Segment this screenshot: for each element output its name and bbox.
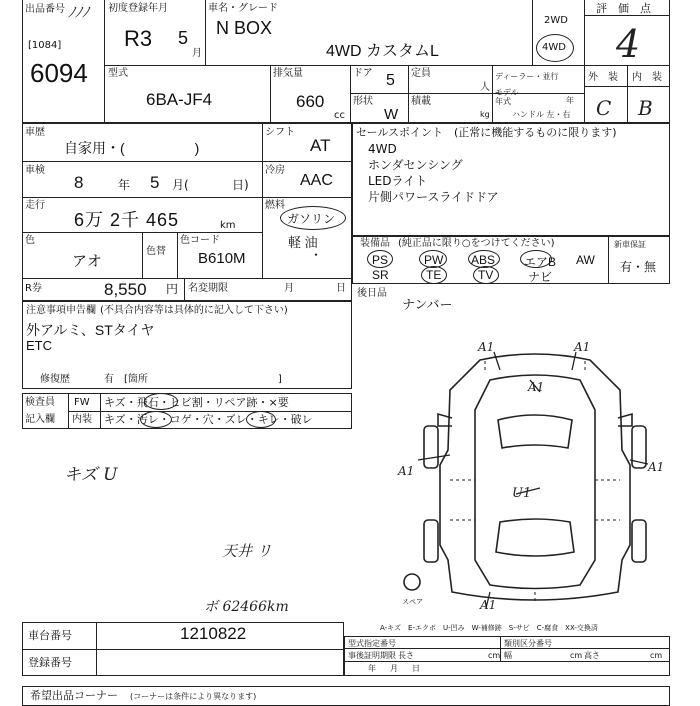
odometer-note: ボ 62466km: [204, 599, 289, 615]
after-label: 後日品: [357, 288, 387, 299]
load-label: 積載: [411, 96, 431, 107]
divider: [344, 661, 670, 662]
date-day: 日: [412, 664, 420, 673]
seats-label: 定員: [411, 68, 431, 79]
car-name: N BOX: [216, 18, 273, 38]
cc-label: 排気量: [273, 68, 303, 79]
color-change-label: 色替: [146, 246, 166, 257]
selling-item: LEDライト: [368, 174, 428, 188]
desired-note: (コーナーは条件により異なります): [130, 692, 257, 701]
mileage-label: 走行: [25, 200, 45, 211]
circle-te: [421, 266, 447, 284]
date-month: 月: [390, 664, 398, 673]
circle-ps: [367, 250, 393, 268]
cm-unit: cm: [488, 651, 501, 660]
after-value: ナンバー: [402, 297, 453, 312]
yen-unit: 円: [166, 282, 179, 296]
category-number-label: 類別区分番号: [504, 639, 552, 648]
drive-4wd: 4WD: [542, 42, 566, 53]
reg-era: R3: [124, 26, 153, 51]
reg-month-unit: 月: [192, 48, 202, 59]
meigi-label: 名変期限: [188, 283, 228, 294]
divider: [68, 411, 352, 412]
recycle-value: 8,550: [104, 280, 147, 299]
fw-items: キズ・飛石・ヒビ割・リペア跡・×要: [104, 396, 289, 409]
equip-te: TE: [426, 268, 442, 282]
color-code-label: 色コード: [180, 235, 220, 246]
fuel-label: 燃料: [265, 200, 285, 211]
divider: [22, 278, 352, 279]
divider: [96, 622, 97, 676]
rebuild-label: 事後証明期限: [348, 651, 396, 660]
selling-item: 4WD: [368, 142, 397, 156]
divider: [532, 0, 533, 65]
meigi-month: 月: [284, 283, 294, 294]
damage-mark: A1: [574, 340, 591, 354]
reg-number-label: 登録番号: [28, 656, 72, 669]
mileage-value: 6万 2千 465: [74, 210, 180, 230]
hand-note: キズ U: [64, 465, 118, 485]
notes-note: (不具合内容等は具体的に記入して下さい): [100, 305, 288, 316]
lot-label: 出品番号: [25, 4, 65, 15]
ac-value: AAC: [300, 172, 333, 189]
shape-value: W: [384, 106, 399, 123]
desired-label: 希望出品コーナー: [30, 689, 118, 702]
interior-row-label: 内装: [72, 414, 92, 425]
equip-aw: AW: [576, 253, 595, 267]
cm-unit: cm: [570, 651, 583, 660]
inspector-label: 検査員: [25, 397, 55, 408]
notes-line: 外アルミ、STタイヤ: [26, 322, 155, 338]
inspection-month: 5: [150, 173, 160, 192]
reg-label: 初度登録年月: [108, 3, 168, 14]
cc-unit: cc: [334, 110, 345, 121]
divider: [104, 65, 670, 66]
divider: [408, 65, 409, 123]
fuel-dot: ・: [310, 248, 323, 262]
usage-value: 自家用・( ): [64, 140, 200, 156]
divider: [142, 232, 143, 278]
height-label: 高さ: [584, 651, 600, 660]
equip-abs: ABS: [471, 253, 496, 267]
date-year: 年: [368, 664, 376, 673]
desired-frame: [22, 686, 670, 706]
divider: [270, 65, 271, 123]
circle-airbag: [520, 250, 552, 268]
selling-item: 片側パワースライドドア: [368, 190, 499, 204]
model-label: 型式: [108, 68, 128, 79]
year-unit: 年: [118, 178, 131, 192]
circle-tv: [473, 266, 499, 284]
circle-shift: [246, 411, 276, 428]
divider: [584, 15, 670, 16]
hand-note: 天井 リ: [222, 542, 272, 560]
fw-label: FW: [74, 397, 90, 408]
car-diagram: [390, 330, 680, 620]
interior-grade: B: [638, 96, 653, 120]
model-year-label: モデル年式: [495, 88, 519, 106]
shape-label: 形状: [353, 96, 373, 107]
divider: [627, 65, 628, 123]
tax-value: 有・無: [620, 260, 657, 274]
damage-mark: A1: [398, 464, 415, 478]
exterior-grade: C: [596, 96, 612, 120]
inspection-year: 8: [74, 173, 84, 192]
month-unit: 月(: [172, 178, 189, 192]
selling-note: (正常に機能するものに限ります): [454, 126, 617, 139]
divider: [68, 393, 69, 429]
day-unit: 日): [232, 178, 249, 192]
divider: [350, 65, 351, 123]
doors-label: ドア: [353, 68, 373, 79]
notes-line: ETC: [26, 338, 52, 353]
model-code: 6BA-JF4: [146, 90, 213, 109]
inspector-label2: 記入欄: [25, 414, 55, 425]
drive-2wd: 2WD: [544, 15, 568, 26]
fuel-circled: ガソリン: [287, 212, 336, 226]
divider: [22, 649, 344, 650]
divider: [22, 161, 352, 162]
tax-label: 新車保証: [614, 240, 646, 249]
shift-label: シフト: [265, 127, 295, 138]
shift-value: AT: [310, 136, 331, 155]
color-code-value: B610M: [198, 250, 246, 267]
repair-label: 修復歴: [40, 374, 70, 385]
length-label: 長さ: [398, 651, 414, 660]
divider: [492, 65, 493, 123]
chassis-label: 車台番号: [28, 629, 72, 642]
lot-box: [1084]: [28, 40, 62, 51]
damage-mark: A1: [480, 598, 497, 612]
color-label: 色: [25, 235, 35, 246]
lot-number: 6094: [30, 58, 88, 88]
divider: [22, 197, 352, 198]
fuel-other: 軽 油: [288, 235, 318, 250]
reg-month: 5: [178, 28, 189, 48]
selling-label: セールスポイント: [356, 126, 444, 139]
recycle-label: R券: [25, 283, 42, 294]
divider: [104, 0, 105, 123]
circle-stone: [144, 393, 178, 410]
damage-mark: A1: [648, 460, 665, 474]
doors-value: 5: [386, 72, 395, 89]
load-unit: kg: [480, 110, 490, 119]
selling-item: ホンダセンシング: [368, 158, 463, 172]
km-unit: km: [220, 220, 236, 231]
dealer-label: ディーラー・並行: [495, 72, 559, 81]
repair-value: 有: [104, 374, 114, 385]
cc-value: 660: [296, 92, 325, 111]
type-designation-label: 型式指定番号: [348, 639, 396, 648]
divider: [344, 648, 670, 649]
ac-label: 冷房: [265, 165, 285, 176]
interior-label: 内 装: [632, 72, 662, 83]
equip-pw: PW: [424, 253, 444, 267]
width-label: 幅: [504, 651, 512, 660]
chassis-value: 1210822: [180, 624, 247, 643]
seats-unit: 人: [480, 82, 490, 93]
inspection-label: 車検: [25, 165, 45, 176]
divider: [100, 393, 101, 429]
equip-sr: SR: [372, 268, 389, 282]
equip-tv: TV: [478, 268, 494, 282]
damage-legend: A-キズ E-エクボ U-凹み W-補修跡 S-サビ C-腐食 XX-交換済: [380, 624, 598, 632]
exterior-label: 外 装: [588, 72, 618, 83]
divider: [184, 278, 185, 301]
equipment-label: 装備品: [360, 238, 390, 249]
handle-label: ハンドル 左・右: [512, 110, 571, 119]
color-value: アオ: [72, 253, 102, 270]
repair-bracket: [箇所 ]: [124, 374, 282, 385]
damage-mark: U1: [512, 486, 532, 501]
usage-label: 車歴: [25, 127, 45, 138]
interior-items: キズ・汚レ・コゲ・穴・ズレ・キレ・破レ: [104, 413, 313, 426]
cm-unit: cm: [650, 651, 663, 660]
divider: [608, 236, 609, 284]
divider: [177, 232, 178, 278]
notes-label: 注意事項申告欄: [26, 305, 96, 316]
score-label: 評 価 点: [596, 2, 651, 15]
divider: [584, 0, 585, 123]
circle-stain: [140, 411, 172, 428]
name-label: 車名・グレード: [208, 3, 278, 14]
spare-label: スペア: [402, 598, 423, 606]
damage-mark: A1: [478, 340, 495, 354]
meigi-day: 日: [336, 283, 346, 294]
equip-airbag: エアB: [524, 255, 557, 269]
equip-navi: ナビ: [528, 270, 553, 284]
divider: [205, 0, 206, 65]
divider: [350, 93, 584, 94]
car-grade: 4WD カスタムL: [326, 43, 439, 60]
score-value: 4: [616, 22, 641, 66]
year-unit: 年: [566, 96, 574, 105]
equip-ps: PS: [372, 253, 389, 267]
damage-mark: A1: [528, 380, 545, 394]
lot-scribble: ﾉﾉﾉ: [68, 5, 89, 21]
equipment-note: (純正品に限り○をつけてください): [398, 238, 555, 249]
divider: [262, 123, 263, 278]
